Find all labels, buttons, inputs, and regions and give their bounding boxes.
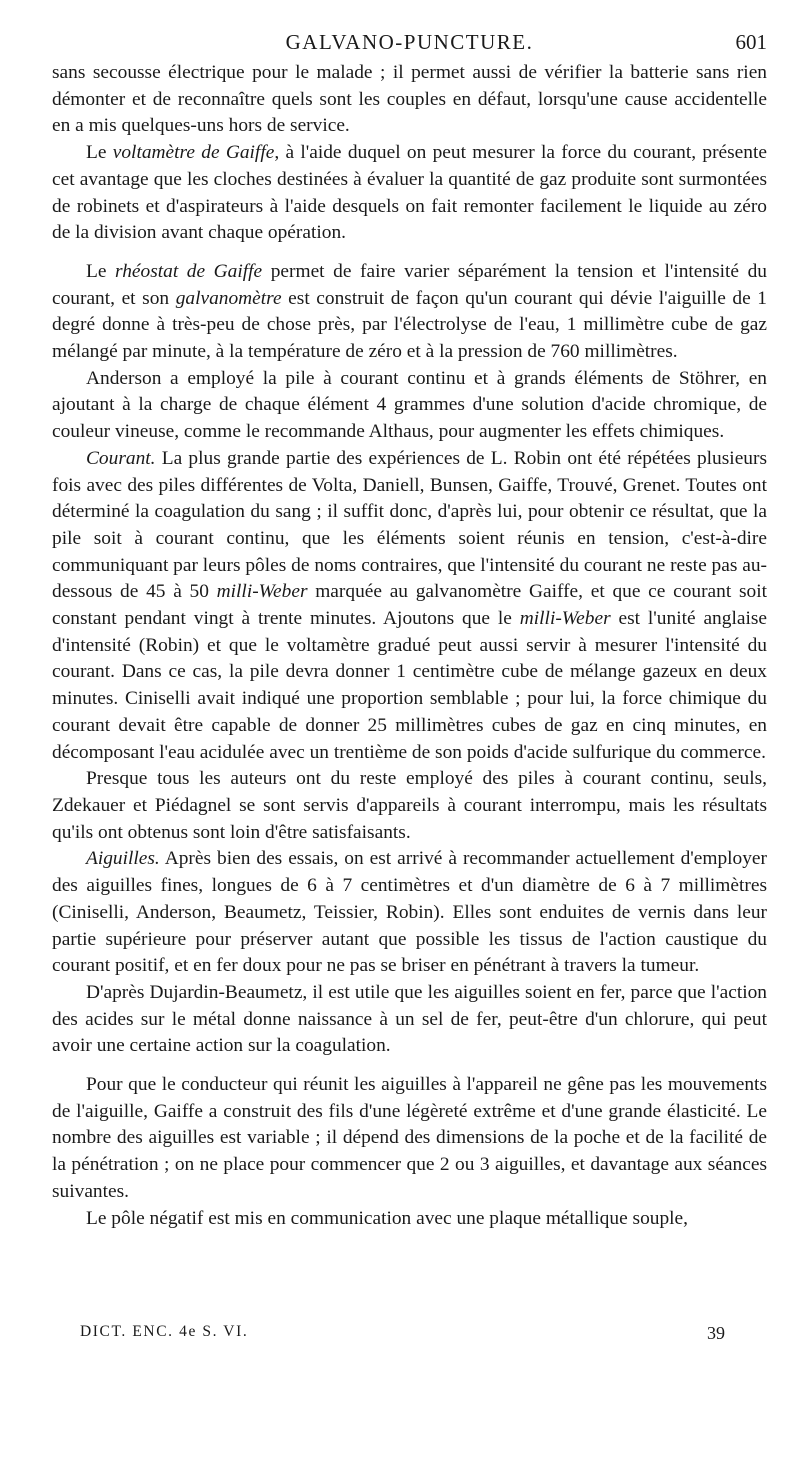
section-heading-courant: Courant.	[86, 447, 156, 469]
running-title: GALVANO-PUNCTURE.	[285, 30, 534, 54]
footer-sheet-number: 39	[707, 1323, 725, 1343]
paragraph-voltametre: Le voltamètre de Gaiffe, à l'aide duquel on peut mesurer la force du courant, présente cet avantage que les cloches destinées à évaluer la quantité de gaz produite sont surmontées de robinets et d'aspirateurs à l'aide desquels on fait remonter facilement le liquide au zéro de la division avant chaque opération.	[52, 142, 767, 244]
term-voltametre: voltamètre de Gaiffe	[112, 142, 275, 164]
term-galvanometre: galvanomètre	[175, 287, 282, 309]
paragraph-aiguilles: Aiguilles. Après bien des essais, on est arrivé à recommander actuellement d'employer des aiguilles fines, longues de 6 à 7 centimètres et d'un diamètre de 6 à 7 millimètres (Ciniselli, Anderson, Beaumetz, Teissier, Robin). Elles sont enduites de vernis dans leur partie supérieure pour préserver autant que possible les tissus de l'action caustique du courant positif, et en fer doux pour ne pas se briser en pénétrant à travers la tumeur.	[52, 848, 767, 977]
page-footer	[80, 1323, 725, 1347]
paragraph-anderson: Anderson a employé la pile à courant continu et à grands éléments de Stöhrer, en ajoutant à la charge de chaque élément 4 grammes d'une solution d'acide chromique, de couleur vineuse, comme le recommande Althaus, pour augmenter les effets chimiques.	[52, 367, 767, 443]
section-heading-aiguilles: Aiguilles.	[86, 848, 160, 870]
page-number: 601	[735, 30, 767, 54]
paragraph-conducteur: Pour que le conducteur qui réunit les aiguilles à l'appareil ne gêne pas les mouvements de l'aiguille, Gaiffe a construit des fils d'une légèreté extrême et d'une grande élasticité. Le nombre des aiguilles est variable ; il dépend des dimensions de la poche et de la facilité de la pénétration ; on ne place pour commencer que 2 ou 3 aiguilles, et davantage aux séances suivantes.	[52, 1074, 767, 1202]
body-text	[52, 60, 767, 1232]
paragraph-courant: Courant. La plus grande partie des expériences de L. Robin ont été répétées plusieurs fois avec des piles différentes de Volta, Daniell, Bunsen, Gaiffe, Trouvé, Grenet. Toutes ont déterminé la coagulation du sang ; il suffit donc, d'après lui, pour obtenir ce résultat, que la pile soit à courant continu, que les éléments soient réunis en tension, c'est-à-dire communiquant par leurs pôles de noms contraires, que l'intensité du courant ne reste pas au-dessous de 45 à 50 milli-Weber marquée au galvanomètre Gaiffe, et que ce courant soit constant pendant vingt à trente minutes. Ajoutons que le milli-Weber est l'unité anglaise d'intensité (Robin) et que le voltamètre gradué peut aussi servir à mesurer l'intensité du courant. Dans ce cas, la pile devra donner 1 centimètre cube de mélange gazeux en deux minutes. Ciniselli avait indiqué une proportion semblable ; pour lui, la force chimique du courant devait être capable de donner 25 millimètres cubes de gaz en cinq minutes, en décomposant l'eau acidulée avec un trentième de son poids d'acide sulfurique du commerce.	[52, 447, 767, 763]
paragraph-pole-negatif: Le pôle négatif est mis en communication avec une plaque métallique souple,	[86, 1207, 688, 1229]
footer-signature: DICT. ENC. 4e S. VI.	[80, 1323, 249, 1340]
paragraph-piles: Presque tous les auteurs ont du reste employé des piles à courant continu, seuls, Zdekauer et Piédagnel se sont servis d'appareils à courant interrompu, mais les résultats qu'ils ont obtenus sont loin d'être satisfaisants.	[52, 768, 767, 843]
term-rheostat: rhéostat de Gaiffe	[115, 260, 263, 282]
page-header	[52, 30, 767, 56]
unit-milli-weber: milli-Weber	[216, 581, 308, 603]
unit-milli-weber: milli-Weber	[519, 608, 611, 630]
paragraph-rheostat: Le rhéostat de Gaiffe permet de faire varier séparément la tension et l'intensité du courant, et son galvanomètre est construit de façon qu'un courant qui dévie l'aiguille de 1 degré donne à très-peu de chose près, par l'électrolyse de l'eau, 1 millimètre cube de gaz mélangé par minute, à la température de zéro et à la pression de 760 millimètres.	[52, 260, 767, 363]
paragraph-continuation: sans secousse électrique pour le malade ; il permet aussi de vérifier la batterie sans rien démonter et de reconnaître quels sont les couples en défaut, lorsqu'une cause accidentelle en a mis quelques-uns hors de service.	[52, 62, 767, 137]
paragraph-dujardin: D'après Dujardin-Beaumetz, il est utile que les aiguilles soient en fer, parce que l'action des acides sur le métal donne naissance à un sel de fer, peut-être d'un chlorure, qui peut avoir une certaine action sur la coagulation.	[52, 981, 767, 1057]
